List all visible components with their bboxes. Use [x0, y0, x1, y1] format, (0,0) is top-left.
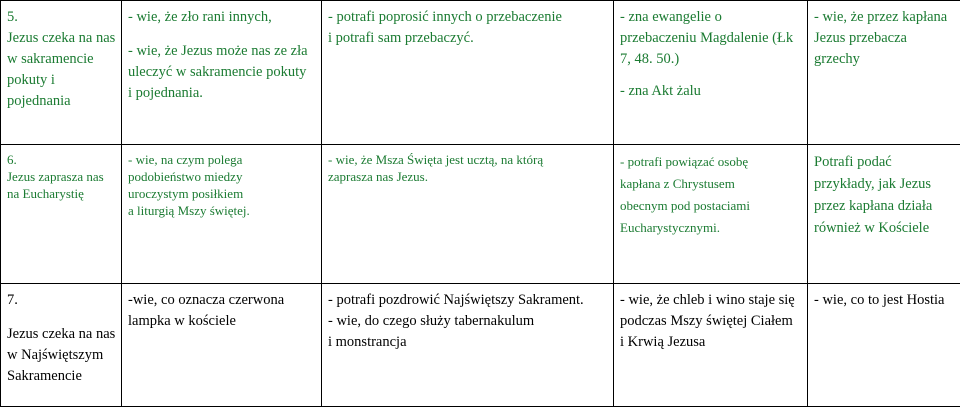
cell-line: podczas Mszy świętej Ciałem: [620, 311, 803, 332]
topic-line: Sakramencie: [7, 366, 117, 387]
cell-line: - zna Akt żalu: [620, 81, 803, 102]
cell-line: - wie, na czym polega: [128, 151, 317, 168]
topic-line: Jezus zaprasza nas: [7, 168, 117, 185]
knowledge-cell: [122, 284, 322, 407]
cell-line: lampka w kościele: [128, 311, 317, 332]
cell-line: Jezus przebacza: [814, 28, 956, 49]
cell-line: uroczystym posiłkiem: [128, 185, 317, 202]
skills-cell: [322, 284, 614, 407]
cell-line: uleczyć w sakramencie pokuty: [128, 62, 317, 83]
cell-line: - zna ewangelie o: [620, 7, 803, 28]
cell-line: i monstrancja: [328, 332, 609, 353]
cell-line: -wie, co oznacza czerwona: [128, 290, 317, 311]
cell-line: - wie, do czego służy tabernakulum: [328, 311, 609, 332]
cell-line: - wie, co to jest Hostia: [814, 290, 956, 311]
topic-line: Jezus czeka na nas: [7, 28, 117, 49]
cell-line: grzechy: [814, 49, 956, 70]
topic-cell: [1, 1, 122, 145]
knowledge-cell: [122, 1, 322, 145]
topic-cell: [1, 284, 122, 407]
cell-line: - wie, że Jezus może nas ze zła: [128, 41, 317, 62]
cell-line: a liturgią Mszy świętej.: [128, 202, 317, 219]
extended-knowledge-cell: [614, 1, 808, 145]
lesson-number: 7.: [7, 290, 117, 311]
cell-line: i Krwią Jezusa: [620, 332, 803, 353]
extended-skills-cell: [808, 284, 960, 407]
cell-line: podobieństwo miedzy: [128, 168, 317, 185]
cell-line: obecnym pod postaciami: [620, 195, 803, 217]
cell-line: - wie, że przez kapłana: [814, 7, 956, 28]
table-row: [1, 284, 960, 407]
topic-line: pojednania: [7, 91, 117, 112]
cell-line: zaprasza nas Jezus.: [328, 168, 609, 185]
table-row: [1, 145, 960, 284]
topic-line: w Najświętszym: [7, 345, 117, 366]
cell-line: kapłana z Chrystusem: [620, 173, 803, 195]
cell-line: przebaczeniu Magdalenie (Łk: [620, 28, 803, 49]
cell-line: przykłady, jak Jezus: [814, 173, 956, 195]
cell-line: i potrafi sam przebaczyć.: [328, 28, 609, 49]
topic-cell: [1, 145, 122, 284]
table-row: [1, 1, 960, 145]
knowledge-cell: [122, 145, 322, 284]
topic-line: pokuty i: [7, 70, 117, 91]
skills-cell: [322, 145, 614, 284]
extended-skills-cell: [808, 145, 960, 284]
topic-line: na Eucharystię: [7, 185, 117, 202]
topic-line: w sakramencie: [7, 49, 117, 70]
lesson-number: 5.: [7, 7, 117, 28]
cell-line: - potrafi pozdrowić Najświętszy Sakrament.: [328, 290, 609, 311]
cell-line: - wie, że zło rani innych,: [128, 7, 317, 28]
skills-cell: [322, 1, 614, 145]
extended-knowledge-cell: [614, 284, 808, 407]
extended-skills-cell: [808, 1, 960, 145]
cell-line: Potrafi podać: [814, 151, 956, 173]
cell-line: również w Kościele: [814, 217, 956, 239]
extended-knowledge-cell: [614, 145, 808, 284]
topic-line: Jezus czeka na nas: [7, 324, 117, 345]
cell-line: Eucharystycznymi.: [620, 217, 803, 239]
cell-line: 7, 48. 50.): [620, 49, 803, 70]
cell-line: - potrafi poprosić innych o przebaczenie: [328, 7, 609, 28]
lesson-number: 6.: [7, 151, 117, 168]
cell-line: i pojednania.: [128, 83, 317, 104]
cell-line: - wie, że Msza Święta jest ucztą, na którą: [328, 151, 609, 168]
cell-line: przez kapłana działa: [814, 195, 956, 217]
cell-line: - potrafi powiązać osobę: [620, 151, 803, 173]
cell-line: - wie, że chleb i wino staje się: [620, 290, 803, 311]
